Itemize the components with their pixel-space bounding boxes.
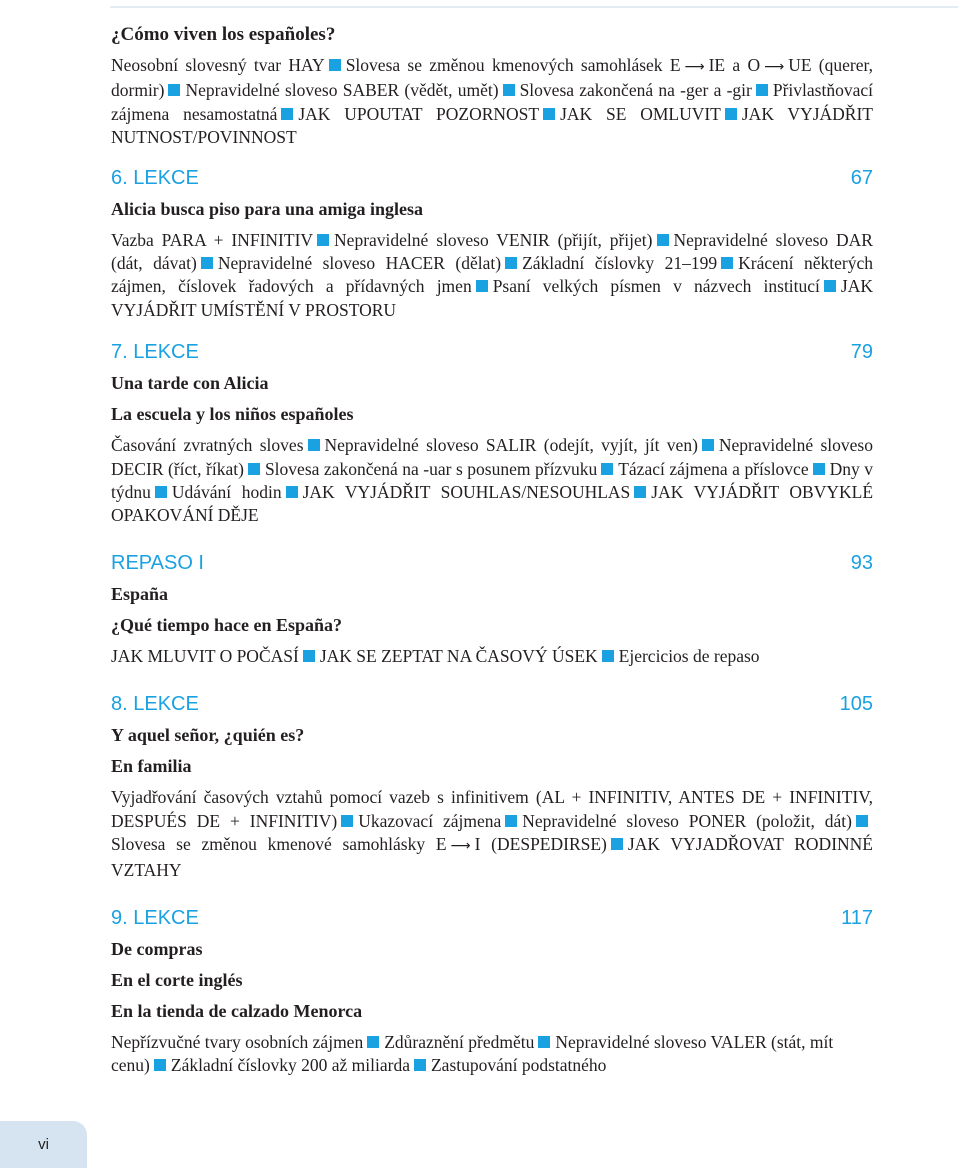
lesson-title: En familia (111, 756, 192, 777)
bullet-square (634, 486, 646, 498)
bullet-square (341, 815, 353, 827)
lesson-title: Alicia busca piso para una amiga inglesa (111, 198, 424, 219)
top-rule (110, 6, 958, 8)
bullet-square (856, 815, 868, 827)
lesson-9-items (111, 1031, 873, 1078)
topic: Vyjadřování časových vztahů pomocí vazeb s infinitivem (AL + INFINITIV, ANTES DE + INFINITIV, DESPUÉS DE + INFINITIV) (111, 787, 873, 831)
lesson-9-header (111, 906, 873, 930)
intro-title: ¿Cómo viven los españoles? (111, 24, 336, 45)
topic: Zastupování podstatného (430, 1055, 607, 1076)
bullet-square (505, 815, 517, 827)
lesson-title: La escuela y los niños españoles (111, 404, 354, 425)
lesson-title: Una tarde con Alicia (111, 373, 269, 394)
topic: Základní číslovky 200 až miliarda (170, 1055, 410, 1076)
topic: Slovesa zakončená na -uar s posunem přízvuku (264, 458, 598, 479)
bullet-square (303, 650, 315, 662)
topic: Nepravidelné sloveso VENIR (přijít, přijet) (334, 229, 653, 250)
lesson-8-items (111, 786, 873, 882)
bullet-square (611, 838, 623, 850)
lesson-6-header (111, 166, 873, 190)
topic: Zdůraznění předmětu (384, 1031, 535, 1052)
topic: Ejercicios de repaso (618, 645, 760, 666)
lesson-7-items (111, 434, 873, 528)
lesson-title: En el corte inglés (111, 969, 243, 990)
bullet-square (286, 486, 298, 498)
intro-items (111, 54, 873, 150)
topic: Neosobní slovesný tvar HAY (111, 55, 325, 75)
bullet-square (543, 108, 555, 120)
lesson-title: Y aquel señor, ¿quién es? (111, 725, 305, 746)
lesson-label: 7. LEKCE (111, 341, 199, 364)
bullet-square (503, 84, 515, 96)
lesson-page-number: 117 (841, 906, 873, 929)
lesson-label: REPASO I (111, 551, 204, 574)
lesson-title: España (111, 583, 169, 604)
bullet-square (756, 84, 768, 96)
topic: JAK SE OMLUVIT (560, 103, 721, 124)
topic: JAK UPOUTAT POZORNOST (298, 103, 540, 124)
repaso-1-items (111, 645, 873, 668)
bullet-square (155, 486, 167, 498)
topic: Krácení některých zájmen, číslovek řadových a přídavných jmen (111, 253, 874, 297)
lesson-6-items (111, 229, 873, 323)
bullet-square (721, 257, 733, 269)
bullet-square (154, 1059, 166, 1071)
bullet-square (476, 280, 488, 292)
topic: Slovesa zakončená na -ger a -gir (519, 80, 752, 101)
topic: Ukazovací zájmena (358, 810, 502, 831)
bullet-square (538, 1036, 550, 1048)
topic: JAK MLUVIT O POČASÍ (111, 645, 299, 666)
lesson-7-header (111, 340, 873, 364)
topic: I (DESPEDIRSE) (474, 834, 607, 855)
lesson-page-number: 67 (850, 166, 873, 189)
arrow-icon: ⟶ (450, 838, 471, 855)
lesson-page-number: 79 (850, 341, 873, 364)
topic: Dny v týdnu (111, 458, 873, 503)
topic: Nepravidelné sloveso HACER (dělat) (217, 253, 502, 274)
topic: Přivlastňovací zájmena nesamostatná (111, 80, 873, 124)
arrow-icon: ⟶ (764, 59, 785, 75)
lesson-title: De compras (111, 938, 203, 959)
lesson-title: ¿Qué tiempo hace en España? (111, 614, 343, 635)
bullet-square (414, 1059, 426, 1071)
bullet-square (201, 257, 213, 269)
arrow-icon: ⟶ (684, 59, 705, 75)
topic: Udávání hodin (171, 482, 282, 503)
bullet-square (168, 84, 180, 96)
bullet-square (317, 234, 329, 246)
lesson-8-header (111, 692, 873, 716)
topic: Nepravidelné sloveso DAR (dát, dávat) (111, 229, 873, 274)
topic: Nepravidelné sloveso DECIR (říct, říkat) (111, 435, 873, 479)
lesson-label: 9. LEKCE (111, 906, 199, 929)
bullet-square (248, 463, 260, 475)
topic: JAK VYJÁDŘIT NUTNOST/POVINNOST (111, 103, 873, 148)
bullet-square (813, 463, 825, 475)
bullet-square (505, 257, 517, 269)
topic: JAK VYJÁDŘIT OBVYKLÉ OPAKOVÁNÍ DĚJE (111, 482, 874, 526)
lesson-label: 8. LEKCE (111, 693, 199, 716)
topic: Nepravidelné sloveso PONER (položit, dát) (522, 810, 852, 831)
topic: Základní číslovky 21–199 (522, 253, 718, 274)
repaso-1-header (111, 551, 873, 575)
bullet-square (657, 234, 669, 246)
lesson-title: En la tienda de calzado Menorca (111, 1000, 363, 1021)
bullet-square (601, 463, 613, 475)
page-number-tab (0, 1121, 87, 1168)
lesson-page-number: 105 (839, 693, 873, 716)
topic: Časování zvratných sloves (111, 435, 304, 456)
lesson-page-number: 93 (850, 551, 873, 574)
topic: JAK SE ZEPTAT NA ČASOVÝ ÚSEK (319, 645, 598, 666)
topic: Tázací zájmena a příslovce (618, 458, 809, 479)
bullet-square (367, 1036, 379, 1048)
topic: Vazba PARA + INFINITIV (111, 229, 314, 250)
bullet-square (281, 108, 293, 120)
page-number: vi (38, 1136, 49, 1153)
bullet-square (824, 280, 836, 292)
bullet-square (308, 439, 320, 451)
topic: Nepravidelné sloveso SABER (vědět, umět) (185, 80, 499, 101)
topic: JAK VYJADŘOVAT RODINNÉ VZTAHY (111, 834, 873, 880)
topic: Nepravidelné sloveso SALIR (odejít, vyjít, jít ven) (324, 435, 698, 456)
topic: Slovesa se změnou kmenových samohlásek E (345, 55, 681, 75)
topic: Nepřízvučné tvary osobních zájmen (111, 1031, 364, 1052)
topic: IE a O (708, 55, 761, 75)
topic: UE (querer, dormir) (111, 55, 873, 101)
bullet-square (702, 439, 714, 451)
topic: JAK VYJÁDŘIT UMÍSTĚNÍ V PROSTORU (111, 276, 874, 320)
lesson-label: 6. LEKCE (111, 166, 199, 189)
bullet-square (602, 650, 614, 662)
topic: Nepravidelné sloveso VALER (stát, mít cenu) (111, 1031, 834, 1076)
topic: JAK VYJÁDŘIT SOUHLAS/NESOUHLAS (302, 482, 631, 503)
topic: Slovesa se změnou kmenové samohlásky E (111, 834, 447, 855)
bullet-square (329, 59, 341, 71)
topic: Psaní velkých písmen v názvech institucí (492, 276, 820, 297)
bullet-square (725, 108, 737, 120)
toc-column (111, 23, 873, 1078)
